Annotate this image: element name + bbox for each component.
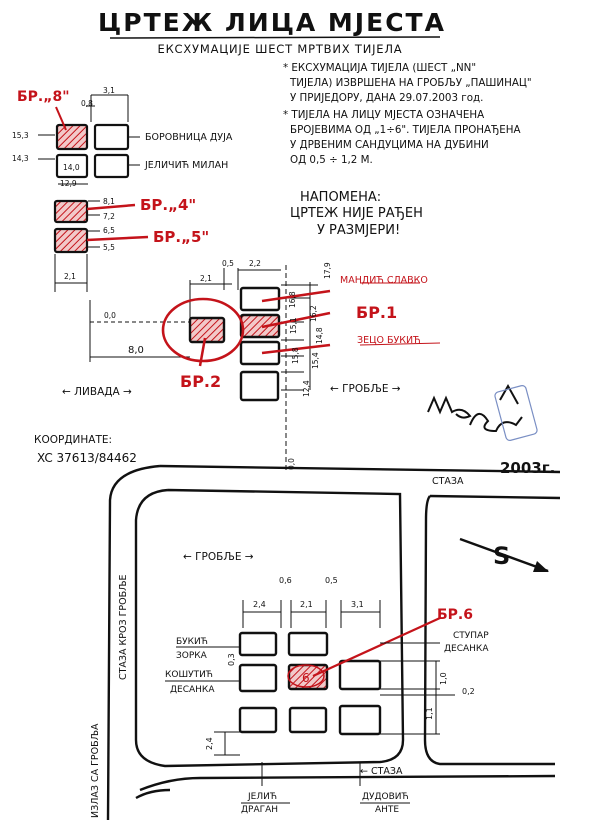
label-br5: БР.„5" bbox=[153, 228, 210, 246]
grave-zeco bbox=[241, 342, 279, 364]
bottom-graves bbox=[240, 633, 380, 734]
path-right-top bbox=[430, 496, 560, 498]
measure-label: 2,4 bbox=[253, 600, 266, 609]
grave-kosutic bbox=[240, 665, 276, 691]
bottom-red bbox=[313, 607, 473, 676]
grave-br5 bbox=[55, 229, 87, 252]
label-groblje-bottom: ← ГРОБЉЕ → bbox=[183, 551, 254, 563]
grave-name: ЗОРКА bbox=[176, 651, 207, 661]
measure-label: 15,4 bbox=[311, 352, 320, 369]
place-labels-top bbox=[62, 383, 401, 398]
measure-label: 17,9 bbox=[323, 262, 332, 279]
note-line: * ТИЈЕЛА НА ЛИЦУ МЈЕСТА ОЗНАЧЕНА bbox=[283, 109, 485, 121]
measure-label: 0,6 bbox=[279, 576, 292, 585]
grave-name: ДУДОВИЋ bbox=[362, 792, 409, 802]
label-br1: БР.1 bbox=[356, 303, 398, 322]
grave-name-mandic: МАНДИЋ СЛАВКО bbox=[340, 275, 428, 286]
measure-label: 0,2 bbox=[462, 687, 475, 696]
measure-label: 14,0 bbox=[63, 163, 80, 172]
measure-label: 2,2 bbox=[249, 259, 261, 268]
note-line: ОД 0,5 ÷ 1,2 М. bbox=[290, 154, 373, 166]
grave-name: СТУПАР bbox=[453, 631, 489, 641]
label-staza-bottom: ← СТАЗА bbox=[360, 766, 403, 777]
label-staza-side: СТАЗА КРОЗ ГРОБЉЕ bbox=[118, 574, 129, 680]
middle-red-lines bbox=[200, 283, 440, 366]
label-izlaz: ИЗЛАЗ СА ГРОБЉА bbox=[90, 723, 101, 818]
measure-label: 5,5 bbox=[103, 243, 115, 252]
label-staza-top: СТАЗА bbox=[432, 476, 464, 487]
grave-name: КОШУТИЋ bbox=[165, 670, 213, 680]
top-left-names bbox=[144, 132, 233, 171]
grave-name: ЈЕЛИЧИЋ МИЛАН bbox=[145, 160, 229, 171]
coordinates-label: КООРДИНАТЕ: bbox=[34, 434, 113, 446]
measure-label: 0,5 bbox=[325, 576, 338, 585]
path-bottom bbox=[140, 776, 555, 790]
measure-label: 0,0 bbox=[104, 311, 116, 320]
grave-br8 bbox=[57, 125, 87, 149]
measure-label: 15,1 bbox=[289, 317, 298, 334]
measure-label: 1,0 bbox=[439, 672, 448, 685]
measure-label: 6,5 bbox=[103, 226, 115, 235]
signature bbox=[428, 385, 555, 477]
measure-label: 8,1 bbox=[103, 197, 115, 206]
measure-label: 0,5 bbox=[222, 259, 234, 268]
header bbox=[98, 8, 446, 56]
measure-label: 2,1 bbox=[64, 272, 76, 281]
top-left-graves bbox=[55, 125, 128, 252]
middle-lines bbox=[90, 265, 318, 470]
page-subtitle: ЕКСХУМАЦИЈЕ ШЕСТ МРТВИХ ТИЈЕЛА bbox=[157, 42, 403, 56]
grave-name: ДРАГАН bbox=[241, 805, 279, 815]
coordinates-value: XC 37613/84462 bbox=[37, 451, 137, 465]
measure-label: 0,8 bbox=[81, 99, 93, 108]
grave-b7 bbox=[290, 708, 326, 732]
grave-br1 bbox=[241, 315, 279, 337]
measure-label: 7,2 bbox=[103, 212, 115, 221]
signature-scribble bbox=[428, 386, 522, 431]
path-right-side bbox=[425, 496, 555, 764]
north-arrow bbox=[460, 539, 549, 572]
grave-br2 bbox=[190, 318, 224, 342]
path-outer-top bbox=[108, 466, 160, 820]
measure-label: 15,3 bbox=[12, 131, 29, 140]
measure-label: 0,0 bbox=[287, 458, 296, 470]
measure-label: 14,8 bbox=[315, 327, 324, 344]
note-line: У ДРВЕНИМ САНДУЦИМА НА ДУБИНИ bbox=[290, 139, 489, 151]
label-br4: БР.„4" bbox=[140, 196, 197, 214]
grave-br4 bbox=[55, 201, 87, 222]
remark-line: У РАЗМЈЕРИ! bbox=[317, 223, 401, 238]
grave-dudovic bbox=[340, 706, 380, 734]
grave-b2 bbox=[289, 633, 327, 655]
stamp bbox=[494, 385, 538, 442]
measure-label: 2,1 bbox=[200, 274, 212, 283]
br6-mark: 6 bbox=[302, 671, 310, 685]
label-livada: ← ЛИВАДА → bbox=[62, 386, 132, 398]
notes-block bbox=[283, 62, 532, 166]
signature-year: 2003г. bbox=[500, 459, 556, 477]
grave-name: БУКИЋ bbox=[176, 637, 208, 647]
measure-label: 12,9 bbox=[60, 179, 77, 188]
grave-name: БОРОВНИЦА ДУЈА bbox=[145, 132, 233, 143]
grave-stupar bbox=[340, 661, 380, 689]
measure-label: 0,3 bbox=[227, 653, 236, 666]
measure-label: 12,4 bbox=[302, 380, 311, 397]
measure-label: 8,0 bbox=[128, 345, 144, 356]
note-line: БРОЈЕВИМА ОД „1÷6". ТИЈЕЛА ПРОНАЂЕНА bbox=[290, 124, 521, 136]
measure-label: 16,8 bbox=[288, 291, 297, 308]
grave-name: АНТЕ bbox=[375, 805, 400, 815]
grave-name-zeco: ЗЕЦО БУКИЋ bbox=[357, 335, 421, 346]
grave-mid-4 bbox=[241, 372, 278, 400]
measure-label: 1,1 bbox=[425, 707, 434, 720]
measure-label: 3,1 bbox=[351, 600, 364, 609]
remark-line: НАПОМЕНА: bbox=[300, 190, 382, 205]
label-br2: БР.2 bbox=[180, 372, 222, 391]
grave-name: ДЕСАНКА bbox=[170, 685, 215, 695]
grave-jelic bbox=[240, 708, 276, 732]
north-letter: S bbox=[493, 542, 511, 570]
measure-label: 14,3 bbox=[12, 154, 29, 163]
grave-name: ЈЕЛИЋ bbox=[248, 792, 277, 802]
measure-label: 16,2 bbox=[309, 305, 318, 322]
grave-jelicic bbox=[95, 155, 128, 177]
measure-label: 15,8 bbox=[291, 347, 300, 364]
label-br8: БР.„8" bbox=[17, 89, 70, 105]
coordinates bbox=[34, 434, 137, 465]
measure-label: 2,4 bbox=[205, 737, 214, 750]
grave-name: ДЕСАНКА bbox=[444, 644, 489, 654]
grave-bukic bbox=[240, 633, 276, 655]
label-br6: БР.6 bbox=[437, 607, 473, 623]
page-title: ЦРТЕЖ ЛИЦА МЈЕСТА bbox=[98, 8, 446, 37]
measure-label: 3,1 bbox=[103, 86, 115, 95]
remark-line: ЦРТЕЖ НИЈЕ РАЂЕН bbox=[290, 206, 423, 221]
path-bottom-2 bbox=[136, 790, 170, 798]
note-line: У ПРИЈЕДОРУ, ДАНА 29.07.2003 год. bbox=[290, 92, 484, 104]
label-groblje: ← ГРОБЉЕ → bbox=[330, 383, 401, 395]
note-line: ТИЈЕЛА) ИЗВРШЕНА НА ГРОБЉУ „ПАШИНАЦ" bbox=[290, 77, 532, 89]
remark-block bbox=[290, 190, 423, 238]
measure-label: 2,1 bbox=[300, 600, 313, 609]
title-underline bbox=[110, 37, 440, 38]
middle-measures bbox=[104, 259, 332, 470]
grave-borovnica bbox=[95, 125, 128, 149]
note-line: * ЕКСХУМАЦИЈА ТИЈЕЛА (ШЕСТ „NN" bbox=[283, 62, 477, 74]
